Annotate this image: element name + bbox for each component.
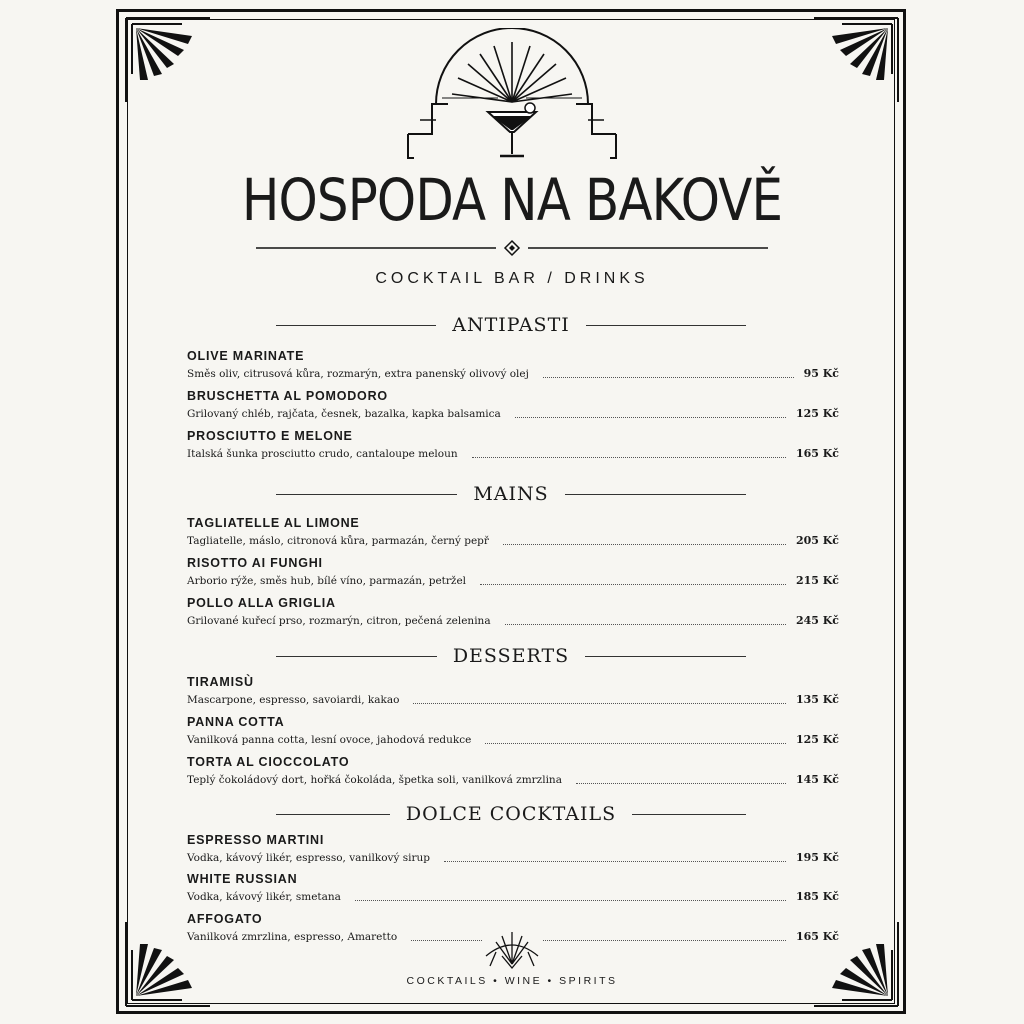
menu-item: [187, 754, 839, 792]
section-heading-mains: [276, 481, 746, 507]
item-price: 205 Kč: [795, 534, 839, 547]
section-heading-desserts: [276, 643, 746, 669]
item-name: POLLO ALLA GRIGLIA: [187, 596, 336, 610]
item-price: 245 Kč: [795, 614, 839, 627]
corner-fan-icon-top-right: [810, 14, 902, 106]
item-name: RISOTTO AI FUNGHI: [187, 556, 323, 570]
section-title: MAINS: [473, 483, 549, 505]
item-name: PANNA COTTA: [187, 715, 285, 729]
item-description: Arborio rýže, směs hub, bílé víno, parmazán, petržel: [187, 575, 467, 587]
section-title: ANTIPASTI: [452, 314, 570, 336]
section-title: DESSERTS: [452, 645, 570, 667]
item-price: 215 Kč: [795, 574, 839, 587]
item-description: Italská šunka prosciutto crudo, cantaloupe meloun: [187, 448, 458, 460]
menu-item: [187, 388, 839, 426]
menu-item: [187, 595, 839, 633]
item-price: 125 Kč: [795, 407, 839, 420]
item-price: 145 Kč: [795, 773, 839, 786]
item-description: Grilované kuřecí prso, rozmarýn, citron, pečená zelenina: [187, 615, 491, 627]
menu-item: [187, 555, 839, 593]
restaurant-subtitle: COCKTAIL BAR / DRINKS: [375, 270, 649, 287]
item-description: Teplý čokoládový dort, hořká čokoláda, špetka soli, vanilková zmrzlina: [187, 774, 562, 786]
item-description: Tagliatelle, máslo, citronová kůra, parmazán, černý pepř: [187, 535, 489, 547]
corner-fan-icon-top-left: [122, 14, 214, 106]
item-price: 135 Kč: [795, 693, 839, 706]
item-name: BRUSCHETTA AL POMODORO: [187, 389, 388, 403]
item-name: ESPRESSO MARTINI: [187, 833, 325, 847]
sunburst-cocktail-emblem-icon: [402, 28, 622, 162]
item-description: Grilovaný chléb, rajčata, česnek, bazalka, kapka balsamica: [187, 408, 501, 420]
menu-item: [187, 832, 839, 870]
menu-item: [187, 515, 839, 553]
item-price: 165 Kč: [795, 930, 839, 943]
menu-item: [187, 674, 839, 712]
restaurant-title: HOSPODA NA BAKOVĚ: [241, 166, 783, 234]
item-description: Vodka, kávový likér, smetana: [187, 891, 341, 903]
menu-item: [187, 428, 839, 466]
item-price: 195 Kč: [795, 851, 839, 864]
item-description: Směs oliv, citrusová kůra, rozmarýn, extra panenský olivový olej: [187, 368, 529, 380]
section-heading-dolce-cocktails: [276, 801, 746, 827]
footer-tagline: COCKTAILS • WINE • SPIRITS: [406, 975, 618, 987]
item-description: Vodka, kávový likér, espresso, vanilkový sirup: [187, 852, 431, 864]
footer-fan-emblem-icon: [482, 926, 542, 972]
item-description: Vanilková zmrzlina, espresso, Amaretto: [187, 931, 398, 943]
item-name: TIRAMISÙ: [187, 675, 254, 689]
item-price: 125 Kč: [795, 733, 839, 746]
item-description: Mascarpone, espresso, savoiardi, kakao: [187, 694, 400, 706]
item-name: TAGLIATELLE AL LIMONE: [187, 516, 360, 530]
menu-item: [187, 348, 839, 386]
section-heading-antipasti: [276, 312, 746, 338]
item-name: AFFOGATO: [187, 912, 263, 926]
item-price: 185 Kč: [795, 890, 839, 903]
title-divider: [256, 238, 768, 258]
item-name: WHITE RUSSIAN: [187, 872, 298, 886]
item-description: Vanilková panna cotta, lesní ovoce, jahodová redukce: [187, 734, 472, 746]
section-title: DOLCE COCKTAILS: [405, 803, 617, 825]
item-price: 165 Kč: [795, 447, 839, 460]
menu-item: [187, 714, 839, 752]
menu-item: [187, 871, 839, 909]
item-name: OLIVE MARINATE: [187, 349, 305, 363]
item-name: PROSCIUTTO E MELONE: [187, 429, 353, 443]
item-price: 95 Kč: [803, 367, 839, 380]
item-name: TORTA AL CIOCCOLATO: [187, 755, 350, 769]
